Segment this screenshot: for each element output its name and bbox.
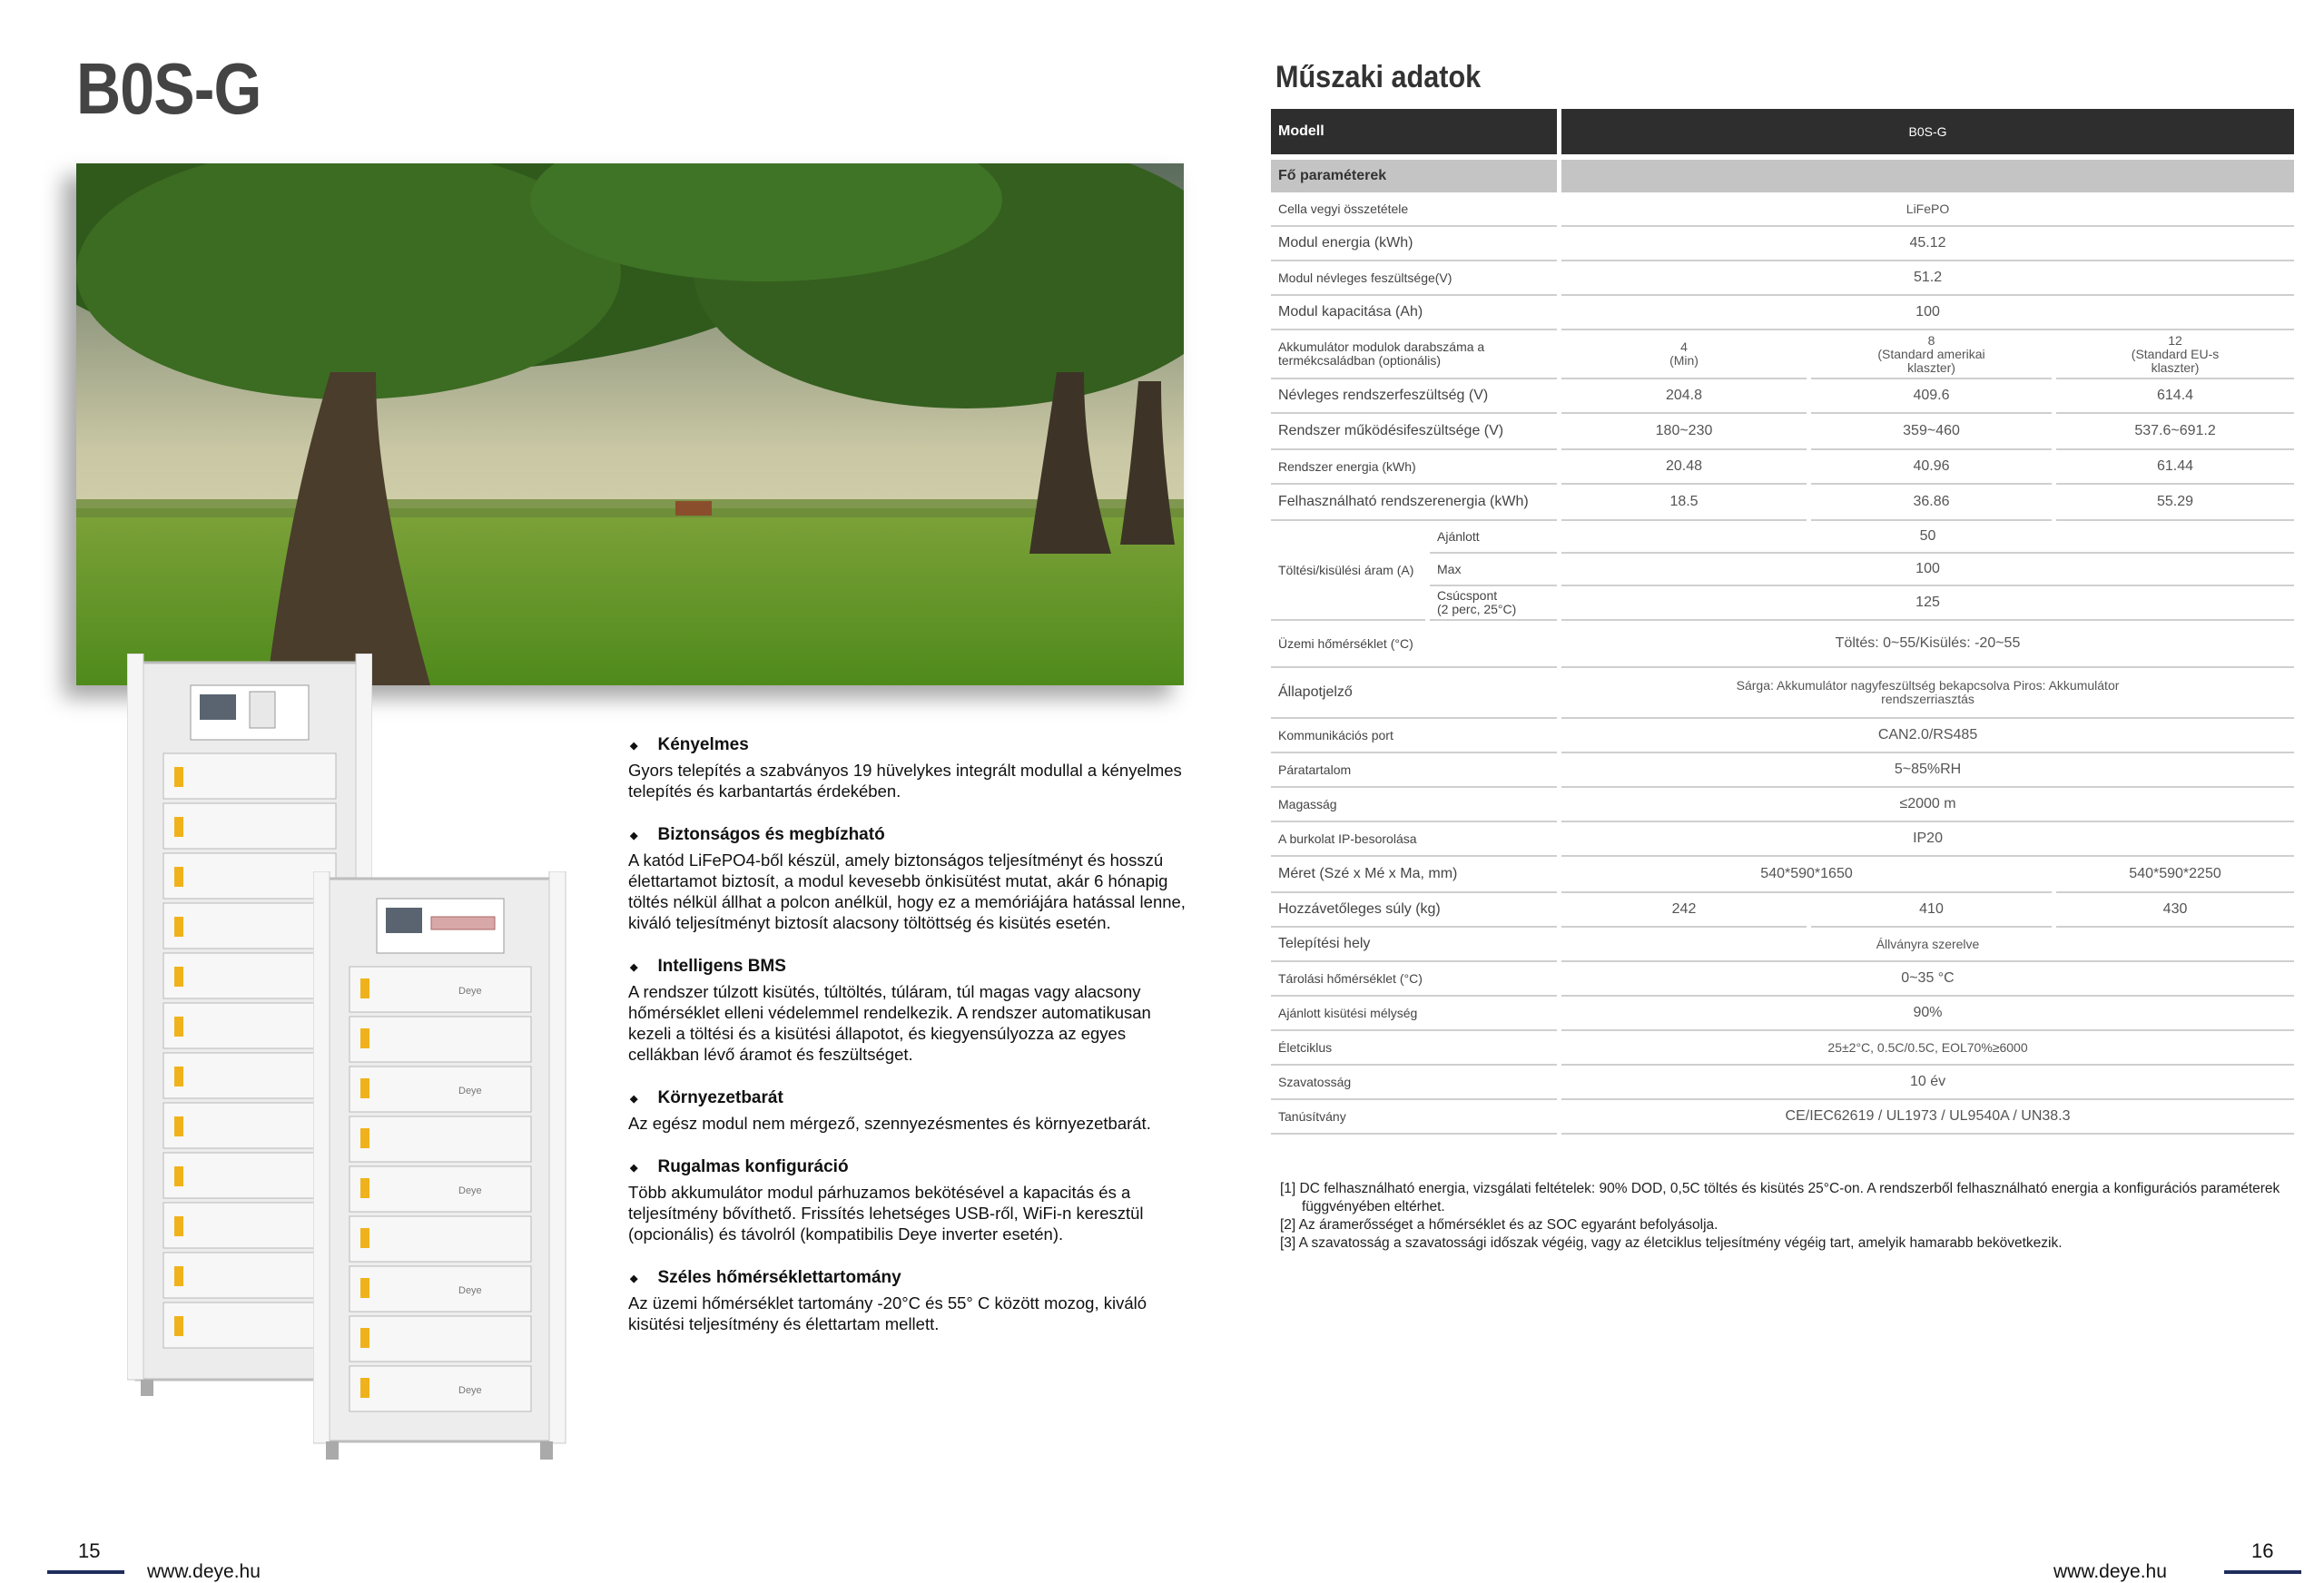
product-title: B0S-G: [76, 48, 261, 129]
battery-cabinet-small: [313, 871, 567, 1461]
feature-text: Az egész modul nem mérgező, szennyezésmentes és környezetbarát.: [628, 1114, 1151, 1133]
table-row: Kommunikációs port CAN2.0/RS485: [1271, 719, 2294, 753]
feature-text: Gyors telepítés a szabványos 19 hüvelykes integrált modullal a kényelmes telepítés és karbantartás érdekében.: [628, 761, 1182, 801]
diamond-bullet-icon: ◆: [630, 961, 638, 973]
feature-heading: Biztonságos és megbízható: [657, 825, 885, 844]
table-row: Rendszer energia (kWh) 20.48 40.96 61.44: [1271, 450, 2294, 485]
table-row: Modul energia (kWh) 45.12: [1271, 227, 2294, 261]
model-value: B0S-G: [1561, 109, 2294, 154]
footnote: [2] Az áramerősséget a hőmérséklet és az SOC egyaránt befolyásolja.: [1280, 1217, 1718, 1233]
table-row: Életciklus 25±2°C, 0.5C/0.5C, EOL70%≥6000: [1271, 1031, 2294, 1066]
table-row: Szavatosság 10 év: [1271, 1066, 2294, 1100]
footer-url-right[interactable]: www.deye.hu: [2053, 1561, 2167, 1582]
footnote: [1] DC felhasználható energia, vizsgálati feltételek: 90% DOD, 0,5C töltés és kisütés 25°C-on. A rendszerből felhasználható energia a konfigurációs paraméterek: [1280, 1181, 2280, 1196]
table-row: Névleges rendszerfeszültség (V) 204.8 409.6 614.4: [1271, 379, 2294, 414]
module-brand-label: Deye: [458, 1385, 482, 1396]
feature-list: [628, 735, 1191, 1358]
table-row: Ajánlott kisütési mélység 90%: [1271, 997, 2294, 1031]
footnote: függvényében eltérhet.: [1302, 1199, 1445, 1214]
table-row: Cella vegyi összetétele LiFePO: [1271, 192, 2294, 227]
table-row: Rendszer működésifeszültsége (V) 180~230 359~460 537.6~691.2: [1271, 414, 2294, 450]
feature-item: [628, 1157, 1191, 1244]
module-brand-label: Deye: [458, 986, 482, 997]
footer-rule-left: [47, 1570, 124, 1574]
feature-heading: Kényelmes: [657, 735, 749, 754]
table-row: Modul kapacitása (Ah) 100: [1271, 296, 2294, 330]
footnotes: [1280, 1180, 2297, 1253]
table-row: Tárolási hőmérséklet (°C) 0~35 °C: [1271, 962, 2294, 997]
section-label: Fő paraméterek: [1271, 160, 1557, 192]
feature-item: [628, 735, 1191, 801]
module-brand-label: Deye: [458, 1285, 482, 1296]
table-row: A burkolat IP-besorolása IP20: [1271, 822, 2294, 857]
feature-heading: Széles hőmérséklettartomány: [657, 1268, 901, 1287]
table-header-row: [1271, 109, 2294, 154]
table-row: Telepítési hely Állványra szerelve: [1271, 928, 2294, 962]
table-row: Max 100: [1271, 554, 2294, 586]
feature-item: [628, 1088, 1191, 1134]
model-label: Modell: [1271, 109, 1557, 154]
spec-table: [1271, 109, 2280, 1135]
feature-heading: Környezetbarát: [657, 1088, 783, 1107]
diamond-bullet-icon: ◆: [630, 740, 638, 752]
feature-text: Az üzemi hőmérséklet tartomány -20°C és 55° C között mozog, kiváló kisütési teljesítmény és élettartam mellett.: [628, 1293, 1147, 1333]
landscape-photo: [76, 163, 1184, 685]
table-row: Tanúsítvány CE/IEC62619 / UL1973 / UL9540A / UN38.3: [1271, 1100, 2294, 1135]
table-row: Felhasználható rendszerenergia (kWh) 18.5 36.86 55.29: [1271, 485, 2294, 521]
footnote: [3] A szavatosság a szavatossági időszak végéig, vagy az életciklus teljesítmény végéig tart, amelyik hamarabb bekövetkezik.: [1280, 1235, 2063, 1251]
feature-heading: Rugalmas konfiguráció: [657, 1157, 849, 1176]
feature-text: A katód LiFePO4-ből készül, amely biztonságos teljesítményt és hosszú élettartamot biztosít, a modul kevesebb önkisütést mutat, akár 6 hónapig töltés nélkül állhat a polcon anélkül, hogy ez a memóriájára hatással lenne, kiváló teljesítményt biztosít alacsony töltöttség és kisütés esetén.: [628, 850, 1186, 932]
feature-item: [628, 1268, 1191, 1334]
table-row: Modul névleges feszültsége(V) 51.2: [1271, 261, 2294, 296]
module-brand-label: Deye: [458, 1185, 482, 1196]
diamond-bullet-icon: ◆: [630, 1273, 638, 1284]
module-brand-label: Deye: [458, 1086, 482, 1096]
table-row: Méret (Szé x Mé x Ma, mm) 540*590*1650 540*590*2250: [1271, 857, 2294, 893]
table-row: Páratartalom 5~85%RH: [1271, 753, 2294, 788]
table-row: Állapotjelző Sárga: Akkumulátor nagyfeszültség bekapcsolva Piros: Akkumulátor rendszerriasztás: [1271, 668, 2294, 719]
feature-heading: Intelligens BMS: [657, 957, 786, 976]
table-row: Akkumulátor modulok darabszáma a termékcsaládban (optionális) 4 (Min) 8 (Standard amerikai klaszter) 12 (Standard EU-s klaszter): [1271, 330, 2294, 379]
table-row: Üzemi hőmérséklet (°C) Töltés: 0~55/Kisülés: -20~55: [1271, 621, 2294, 668]
feature-text: A rendszer túlzott kisütés, túltöltés, túláram, túl magas vagy alacsony hőmérséklet elleni védelemmel rendelkezik. A rendszer automatikusan kezeli a töltési és a kisütési állapotot, és kiegyensúlyozza az egyes cellákban lévő áramot és feszültséget.: [628, 982, 1151, 1064]
diamond-bullet-icon: ◆: [630, 830, 638, 841]
feature-text: Több akkumulátor modul párhuzamos bekötésével a kapacitás és a teljesítmény bővíthető. Frissítés lehetséges USB-ről, WiFi-n keresztül (opcionális) és távolról (kompatibilis Deye inverter esetén).: [628, 1183, 1144, 1244]
section-row: [1271, 160, 2294, 192]
table-row: Magasság ≤2000 m: [1271, 788, 2294, 822]
footer-rule-right: [2224, 1570, 2301, 1574]
footer-url-left[interactable]: www.deye.hu: [147, 1561, 261, 1582]
feature-item: [628, 957, 1191, 1065]
page-number-left: 15: [78, 1539, 101, 1562]
diamond-bullet-icon: ◆: [630, 1093, 638, 1105]
feature-item: [628, 825, 1191, 933]
table-row: Hozzávetőleges súly (kg) 242 410 430: [1271, 893, 2294, 928]
spec-title: Műszaki adatok: [1275, 60, 1482, 94]
table-row: Csúcspont (2 perc, 25°C) 125: [1271, 586, 2294, 621]
diamond-bullet-icon: ◆: [630, 1162, 638, 1174]
table-row: Töltési/kisülési áram (A) Ajánlott 50: [1271, 521, 2294, 554]
page-number-right: 16: [2251, 1539, 2274, 1562]
